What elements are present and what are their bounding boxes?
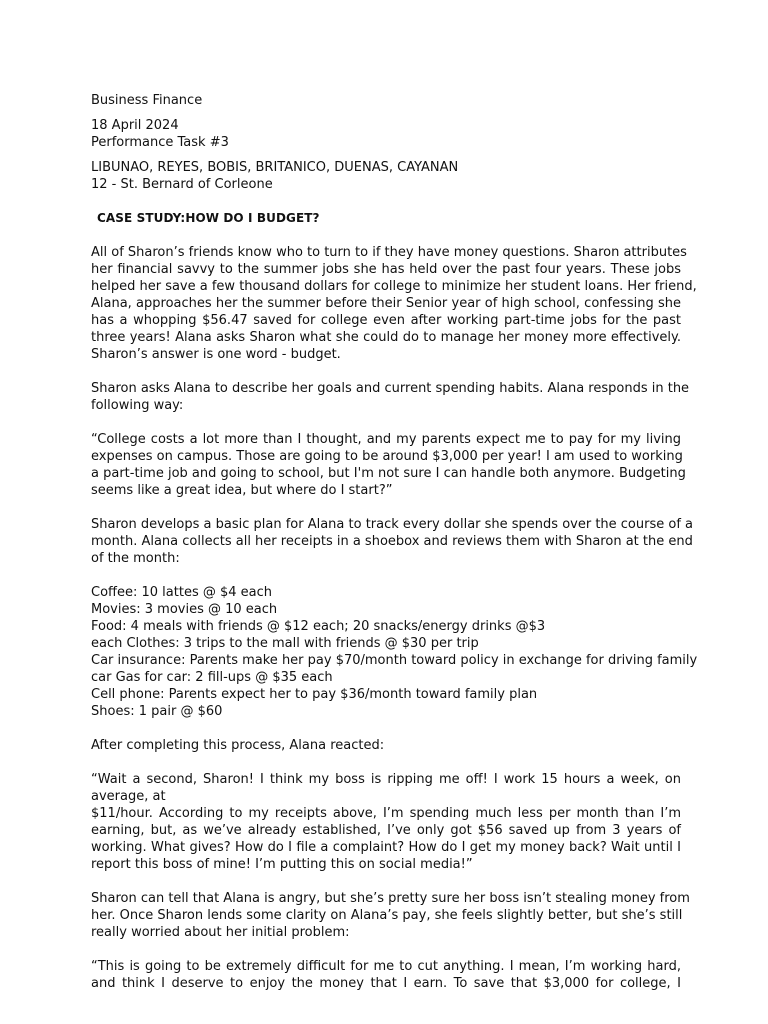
text-line: working. What gives? How do I file a complaint? How do I get my money back? Wait until I [91, 840, 681, 855]
expense-item: Movies: 3 movies @ 10 each [91, 602, 278, 617]
text-line: Sharon asks Alana to describe her goals and current spending habits. Alana responds in the [91, 381, 690, 396]
text-line: following way: [91, 398, 184, 413]
paragraph-plan [91, 516, 694, 567]
text-line: “College costs a lot more than I thought, and my parents expect me to pay for my living [91, 432, 681, 447]
paragraph-goals [91, 380, 690, 414]
expense-item: each Clothes: 3 trips to the mall with friends @ $30 per trip [91, 636, 479, 651]
paragraph-alana-quote-2 [91, 771, 681, 873]
paragraph-alana-quote-3 [91, 958, 681, 992]
text-line: report this boss of mine! I’m putting this on social media!” [91, 857, 473, 872]
text-line: a part-time job and going to school, but I'm not sure I can handle both anymore. Budgeting [91, 466, 686, 481]
text-line: Sharon can tell that Alana is angry, but she’s pretty sure her boss isn’t stealing money from [91, 891, 690, 906]
text-line: average, at [91, 789, 166, 804]
document-date: 18 April 2024 [91, 118, 179, 133]
expense-item: Car insurance: Parents make her pay $70/month toward policy in exchange for driving family [91, 653, 698, 668]
text-line: has a whopping $56.47 saved for college even after working part-time jobs for the past [91, 313, 681, 328]
text-line: of the month: [91, 551, 180, 566]
paragraph-intro [91, 244, 697, 363]
text-line: and think I deserve to enjoy the money that I earn. To save that $3,000 for college, I [91, 976, 681, 991]
text-line: Sharon’s answer is one word - budget. [91, 347, 341, 362]
text-line: seems like a great idea, but where do I start?” [91, 483, 393, 498]
course-name: Business Finance [91, 93, 203, 108]
text-line: $11/hour. According to my receipts above, I’m spending much less per month than I’m [91, 806, 681, 821]
text-line: Sharon develops a basic plan for Alana to track every dollar she spends over the course of a [91, 517, 694, 532]
text-line: All of Sharon’s friends know who to turn to if they have money questions. Sharon attributes [91, 245, 687, 260]
text-line: her financial savvy to the summer jobs she has held over the past four years. These jobs [91, 262, 681, 277]
group-members: LIBUNAO, REYES, BOBIS, BRITANICO, DUENAS, CAYANAN [91, 160, 459, 175]
text-line: “Wait a second, Sharon! I think my boss is ripping me off! I work 15 hours a week, on [91, 772, 681, 787]
text-line: helped her save a few thousand dollars for college to minimize her student loans. Her friend, [91, 279, 697, 294]
document-page [91, 92, 698, 992]
case-study-title: CASE STUDY:HOW DO I BUDGET? [97, 211, 320, 225]
expense-item: Coffee: 10 lattes @ $4 each [91, 585, 273, 600]
section-name: 12 - St. Bernard of Corleone [91, 177, 273, 192]
expense-item: Food: 4 meals with friends @ $12 each; 20 snacks/energy drinks @$3 [91, 619, 546, 634]
text-line: really worried about her initial problem: [91, 925, 350, 940]
text-line: her. Once Sharon lends some clarity on Alana’s pay, she feels slightly better, but she’s still [91, 908, 683, 923]
paragraph-sharon-clarity [91, 890, 690, 941]
text-line: earning, but, as we’ve already established, I’ve only got $56 saved up from 3 years of [91, 823, 681, 838]
expense-item: car Gas for car: 2 fill-ups @ $35 each [91, 670, 333, 685]
text-line: month. Alana collects all her receipts in a shoebox and reviews them with Sharon at the end [91, 534, 693, 549]
paragraph-alana-quote-1 [91, 431, 686, 499]
text-line: three years! Alana asks Sharon what she could do to manage her money more effectively. [91, 330, 681, 345]
text-line: After completing this process, Alana reacted: [91, 738, 385, 753]
text-line: expenses on campus. Those are going to be around $3,000 per year! I am used to working [91, 449, 683, 464]
expense-item: Cell phone: Parents expect her to pay $36/month toward family plan [91, 687, 538, 702]
expense-list [91, 584, 698, 720]
paragraph-reaction-intro [91, 737, 681, 754]
expense-item: Shoes: 1 pair @ $60 [91, 704, 223, 719]
text-line: Alana, approaches her the summer before their Senior year of high school, confessing she [91, 296, 681, 311]
task-label: Performance Task #3 [91, 135, 229, 150]
text-line: “This is going to be extremely difficult for me to cut anything. I mean, I’m working hard, [91, 959, 681, 974]
